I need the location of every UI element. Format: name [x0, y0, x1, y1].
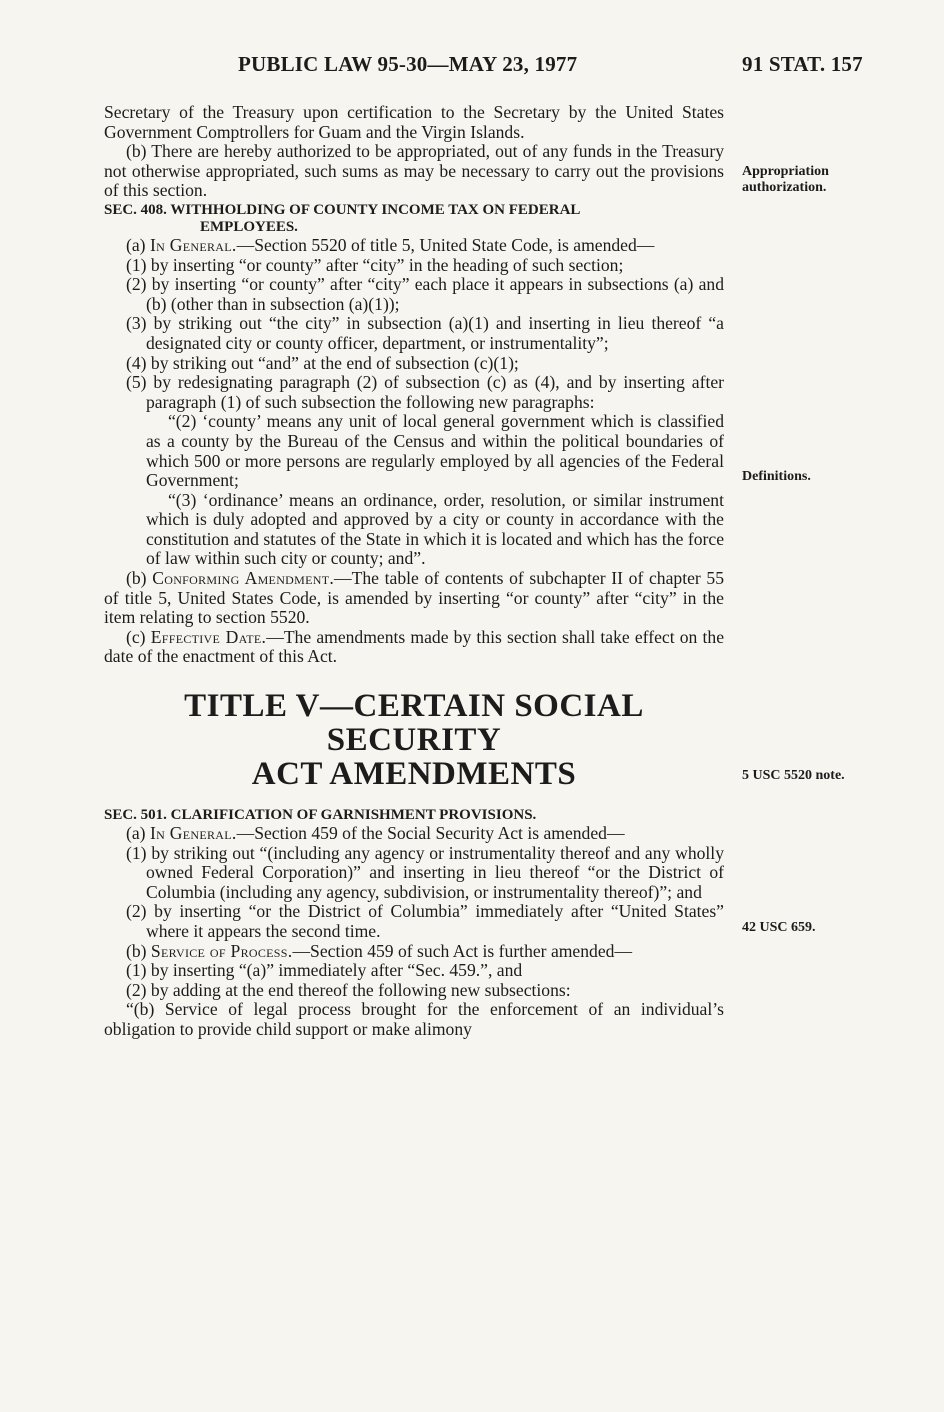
title-line: ACT AMENDMENTS: [251, 756, 577, 793]
subsection-label: (b): [126, 940, 151, 961]
list-item: (2) by adding at the end thereof the following new subsections:: [126, 979, 571, 1000]
subsection-text: —Section 5520 of title 5, United State Code, is amended—: [236, 234, 655, 255]
margin-note-definitions: Definitions.: [742, 469, 811, 484]
running-header-title: PUBLIC LAW 95-30—MAY 23, 1977: [238, 52, 578, 76]
paragraph-b-appropriation: (b) There are hereby authorized to be appropriated, out of any funds in the Treasury not otherwise appropriated, such sums as may be necessary to carry out the provisions of this section.: [104, 141, 724, 201]
subsection-501a: [104, 824, 724, 844]
subsection-label: (b): [126, 568, 153, 589]
list-item: (3) by striking out “the city” in subsection (a)(1) and inserting in lieu thereof “a designated city or county officer, department, or instrumentality”;: [126, 313, 724, 353]
subsection-caption: Service of Process.: [150, 940, 293, 961]
list-item: (2) by inserting “or county” after “city” each place it appears in subsections (a) and (b) (other than in subsection (a)(1));: [126, 274, 724, 314]
margin-note-line: authorization.: [742, 180, 827, 195]
subsection-text: —Section 459 of the Social Security Act is amended—: [236, 823, 625, 844]
subsection-label: (c): [126, 626, 151, 647]
subsection-label: (a): [126, 234, 150, 255]
margin-note-appropriation: [742, 164, 829, 196]
section-501-heading: SEC. 501. CLARIFICATION OF GARNISHMENT PROVISIONS.: [104, 807, 537, 824]
subsection-caption: In General.: [149, 823, 237, 844]
list-item: (1) by striking out “(including any agency or instrumentality thereof and any wholly owned Federal Corporation)” and inserting in lieu thereof “or the District of Columbia (including any agency, subdivision, or instrumentality thereof)”; and: [126, 842, 724, 902]
subsection-408c: [104, 628, 724, 667]
subsection-label: (a): [126, 823, 150, 844]
quoted-definition-county: “(2) ‘county’ means any unit of local general government which is classified as a county by the Bureau of the Census and within the political boundaries of which 500 or more persons are regularly employed by all agencies of the Federal Government;: [146, 411, 724, 491]
subsection-text: —The table of contents of subchapter II of chapter 55 of title 5, United States Code, is amended by inserting “or county” after “city” in the item relating to section 5520.: [104, 568, 725, 628]
subsection-caption: Effective Date.: [150, 626, 267, 647]
subsection-text: —The amendments made by this section shall take effect on the date of the enactment of this Act.: [104, 626, 724, 667]
section-408-heading: [104, 202, 724, 236]
margin-note-42-usc-659: 42 USC 659.: [742, 920, 816, 935]
subsection-408a: [104, 236, 724, 256]
quoted-subsection-b: “(b) Service of legal process brought for the enforcement of an individual’s obligation to provide child support or make alimony: [104, 999, 724, 1039]
margin-note-line: Appropriation: [742, 164, 829, 179]
list-item: (1) by inserting “or county” after “city” in the heading of such section;: [126, 254, 624, 275]
list-item: (4) by striking out “and” at the end of subsection (c)(1);: [126, 352, 519, 373]
margin-note-5-usc-5520: 5 USC 5520 note.: [742, 768, 845, 783]
list-item: (5) by redesignating paragraph (2) of subsection (c) as (4), and by inserting after paragraph (1) of such subsection the following new paragraphs:: [126, 372, 724, 412]
section-heading-tail: EMPLOYEES.: [200, 218, 298, 235]
list-item: (2) by inserting “or the District of Columbia” immediately after “United States” where it appears the second time.: [126, 901, 724, 941]
stat-page-number: 91 STAT. 157: [742, 52, 863, 76]
subsection-caption: Conforming Amendment.: [152, 568, 335, 589]
subsection-text: —Section 459 of such Act is further amended—: [292, 940, 633, 961]
title-v-heading: [104, 689, 724, 791]
section-heading-text: SEC. 408. WITHHOLDING OF COUNTY INCOME TAX ON FEDERAL: [104, 201, 581, 218]
quoted-definition-ordinance: “(3) ‘ordinance’ means an ordinance, order, resolution, or similar instrument which is duly adopted and approved by a city or county in accordance with the constitution and statutes of the State in which it is located and which has the force of law within such city or county; and”.: [146, 489, 724, 569]
subsection-caption: In General.: [149, 234, 237, 255]
subsection-408b: [104, 569, 724, 628]
list-item: (1) by inserting “(a)” immediately after “Sec. 459.”, and: [126, 960, 523, 981]
body-text: [104, 103, 724, 1040]
paragraph: Secretary of the Treasury upon certification to the Secretary by the United States Government Comptrollers for Guam and the Virgin Islands.: [104, 102, 724, 142]
subsection-501b: [104, 942, 724, 962]
title-line: TITLE V—CERTAIN SOCIAL SECURITY: [184, 688, 644, 759]
